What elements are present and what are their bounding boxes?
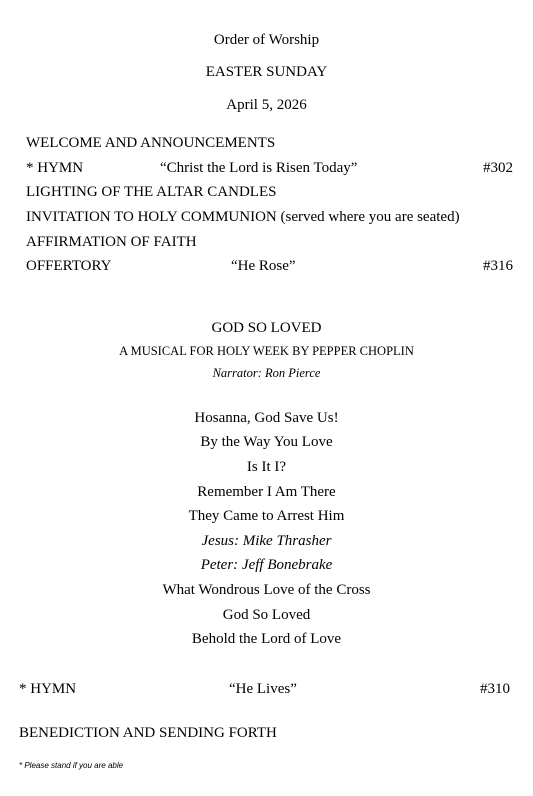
offertory-title: “He Rose” [231, 258, 296, 274]
hymn-marker: * HYMN [26, 160, 84, 176]
musical-piece: God So Loved [222, 607, 311, 623]
soloist-credit: Jesus: Mike Thrasher [201, 533, 332, 549]
musical-piece: Remember I Am There [197, 484, 336, 500]
occasion-heading: EASTER SUNDAY [205, 64, 328, 80]
affirmation-item: AFFIRMATION OF FAITH [26, 234, 197, 250]
communion-item: INVITATION TO HOLY COMMUNION (served where you are seated) [26, 209, 460, 225]
service-date: April 5, 2026 [226, 97, 307, 113]
offertory-label: OFFERTORY [26, 258, 112, 274]
narrator-credit: Narrator: Ron Pierce [212, 366, 321, 380]
musical-piece: Hosanna, God Save Us! [194, 410, 339, 426]
welcome-item: WELCOME AND ANNOUNCEMENTS [26, 135, 276, 151]
musical-title: GOD SO LOVED [211, 320, 322, 336]
hymn-number: #310 [480, 681, 510, 697]
hymn-marker: * HYMN [19, 681, 77, 697]
soloist-credit: Peter: Jeff Bonebrake [200, 557, 333, 573]
offertory-number: #316 [483, 258, 513, 274]
musical-subtitle: A MUSICAL FOR HOLY WEEK BY PEPPER CHOPLIN [119, 344, 414, 358]
standing-footnote: * Please stand if you are able [19, 761, 124, 770]
musical-piece: By the Way You Love [200, 434, 333, 450]
hymn-number: #302 [483, 160, 513, 176]
order-of-worship-title: Order of Worship [213, 32, 320, 48]
musical-piece: What Wondrous Love of the Cross [162, 582, 371, 598]
musical-piece: Behold the Lord of Love [191, 631, 342, 647]
musical-piece: They Came to Arrest Him [188, 508, 345, 524]
hymn-title: “He Lives” [229, 681, 297, 697]
candles-item: LIGHTING OF THE ALTAR CANDLES [26, 184, 277, 200]
benediction-item: BENEDICTION AND SENDING FORTH [19, 725, 277, 741]
hymn-title: “Christ the Lord is Risen Today” [160, 160, 358, 176]
musical-piece: Is It I? [246, 459, 287, 475]
